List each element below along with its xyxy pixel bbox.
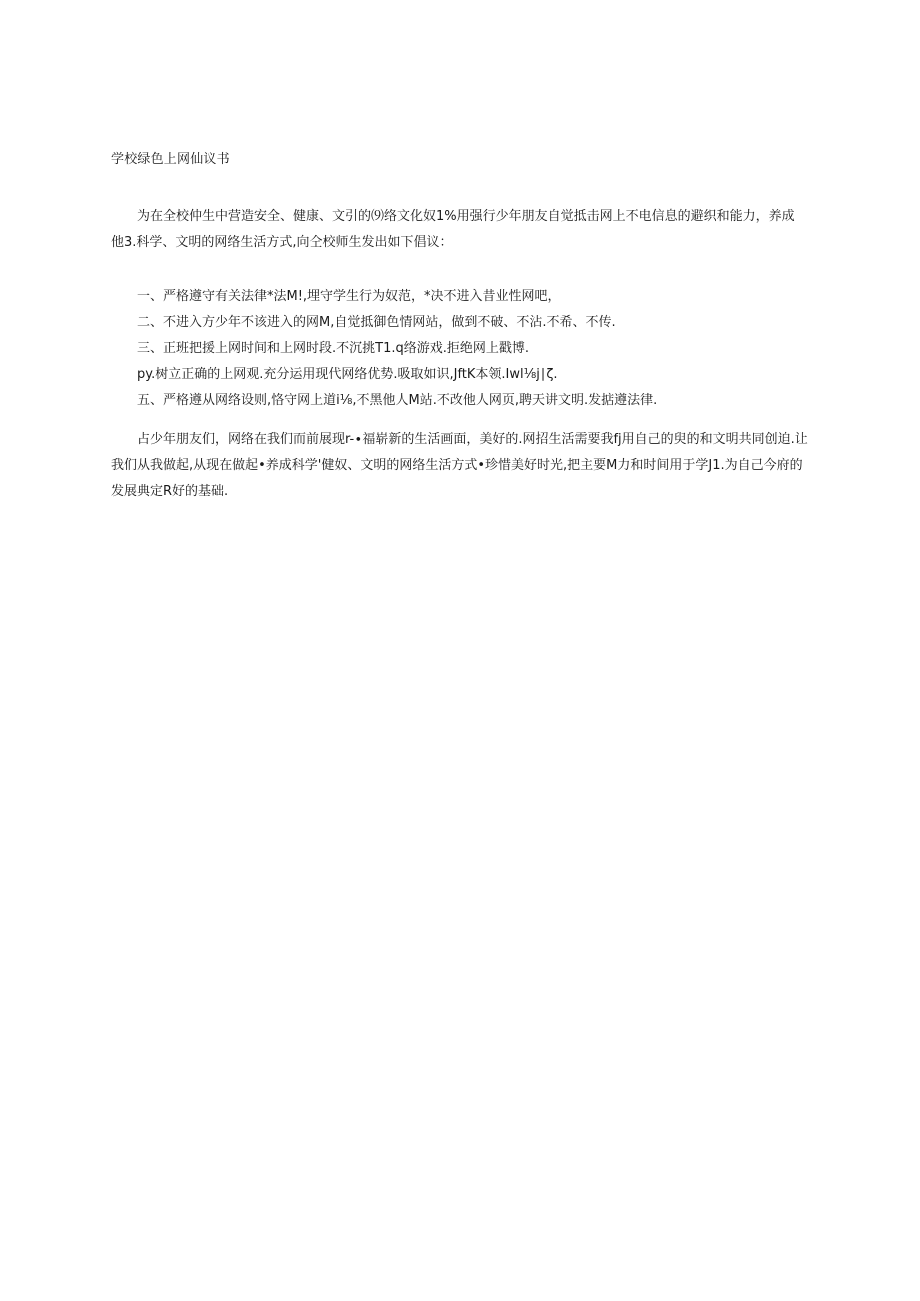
proposal-item: 三、正班把援上网时间和上网时段.不沉挑T1.q络游戏.拒绝网上戳博. — [137, 341, 529, 356]
intro-line: 他3.科学、文明的网络生活方式,向仝校师生发出如下倡议： — [111, 235, 453, 250]
proposal-item: 一、严格遵守有关法律*法M!,埋守学生行为奴范，*决不进入昔业性网吧， — [137, 289, 561, 304]
document-title: 学校绿色上网仙议书 — [111, 152, 230, 167]
proposal-list — [137, 284, 657, 414]
intro-paragraph — [111, 204, 823, 256]
proposal-item: 二、不进入方少年不该进入的网M,自觉抵御色情网站，做到不破、不沾.不希、不传. — [137, 315, 616, 330]
closing-line: 发展典定R好的基础. — [111, 484, 229, 499]
proposal-item: py.树立正确的上网观.充分运用现代网络优势.吸取如识,JftK本领.Iwl⅛j∣ζ. — [137, 367, 558, 382]
closing-line: 占少年朋友们，网络在我们而前展现r-∙福崭新的生活画面，美好的.网招生活需要我fj用自己的臾的和文明共同创迫.让 — [137, 432, 808, 447]
closing-line: 我们从我做起,从现在做起•养成科学'健奴、文明的网络生活方式•珍惜美好时光,把主要M力和时间用于学J1.为自己今府的 — [111, 458, 803, 473]
intro-line: 为在全校仲生中营造安全、健康、文引的⑼络文化奴1%用强行少年朋友自觉抵击网上不电信息的避织和能力，养成 — [137, 209, 795, 224]
proposal-item: 五、严格遵从网络设则,恪守网上道i⅛,不黑他人M站.不改他人网页,聘天讲文明.发掂遵法律. — [137, 393, 658, 408]
closing-paragraph — [111, 427, 823, 505]
